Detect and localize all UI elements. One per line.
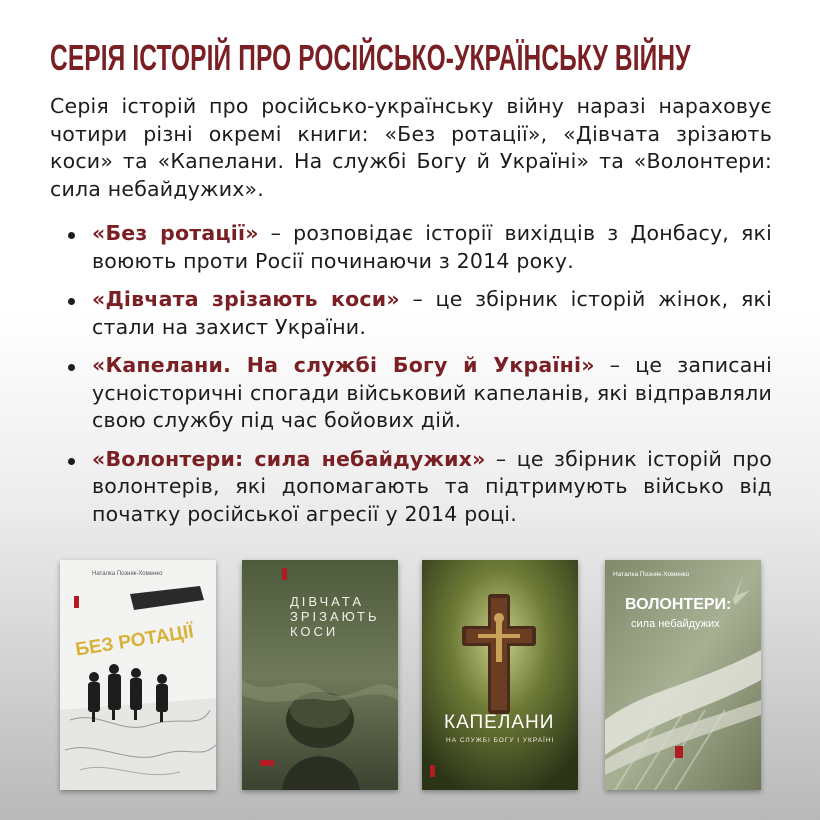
- book-title: БЕЗ РОТАЦІЇ: [74, 621, 196, 661]
- book-cover-bez-rotatsii: [60, 560, 216, 790]
- bullet-dot-icon: [68, 232, 75, 239]
- book-title-highlight: «Капелани. На службі Богу й Україні»: [92, 353, 595, 377]
- book-list: [60, 220, 772, 539]
- book-description: – це збірник історій жінок, які стали на захист України.: [92, 287, 773, 339]
- list-item: [60, 286, 772, 341]
- cover-illustration: [60, 560, 216, 790]
- book-title: ВОЛОНТЕРИ:: [625, 596, 732, 613]
- book-title: КАПЕЛАНИ: [444, 712, 555, 733]
- page-title: СЕРІЯ ІСТОРІЙ ПРО РОСІЙСЬКО-УКРАЇНСЬКУ ВІЙНУ: [50, 37, 691, 78]
- book-cover-divchata: [242, 560, 398, 790]
- book-title-highlight: «Дівчата зрізають коси»: [92, 287, 400, 311]
- intro-paragraph: Серія історій про російсько-українську війну наразі нараховує чотири різні окремі книги: «Без ротації», «Дівчата зрізають коси» та «Капелани. На службі Богу й Україні» та «Волонтери: сила небайдужих».: [50, 94, 772, 201]
- book-author: Наталка Позняк-Хоменко: [613, 571, 690, 578]
- book-title-highlight: «Волонтери: сила небайдужих»: [92, 446, 486, 471]
- book-title-line: ЗРІЗАЮТЬ: [290, 609, 380, 624]
- book-subtitle: НА СЛУЖБІ БОГУ І УКРАЇНІ: [446, 737, 555, 744]
- book-description: – це записані усноісторичні спогади військовий капеланів, які відправляли свою службу під час бойових дій.: [92, 353, 772, 432]
- book-title-line: КОСИ: [290, 624, 339, 639]
- book-description: – розповідає історії вихідців з Донбасу, які воюють проти Росії починаючи з 2014 року.: [92, 221, 773, 273]
- list-item: [60, 352, 772, 435]
- list-item: [60, 220, 772, 275]
- book-cover-kapelany: [422, 560, 578, 790]
- cover-illustration: [605, 560, 761, 790]
- book-covers-row: [0, 560, 820, 800]
- bullet-dot-icon: [68, 364, 75, 371]
- book-description: – це збірник історій про волонтерів, які допомагають та підтримують військо від початку російської агресії у 2014 році.: [92, 446, 772, 526]
- book-author: Наталка Позняк-Хоменко: [92, 571, 163, 577]
- bullet-dot-icon: [68, 458, 75, 465]
- book-title-highlight: «Без ротації»: [92, 221, 259, 245]
- book-subtitle: сила небайдужих: [631, 618, 720, 630]
- list-item: [60, 446, 772, 529]
- book-cover-volontery: [605, 560, 761, 790]
- book-title-line: ДІВЧАТА: [290, 594, 365, 609]
- cover-illustration: [422, 560, 578, 790]
- bullet-dot-icon: [68, 298, 75, 305]
